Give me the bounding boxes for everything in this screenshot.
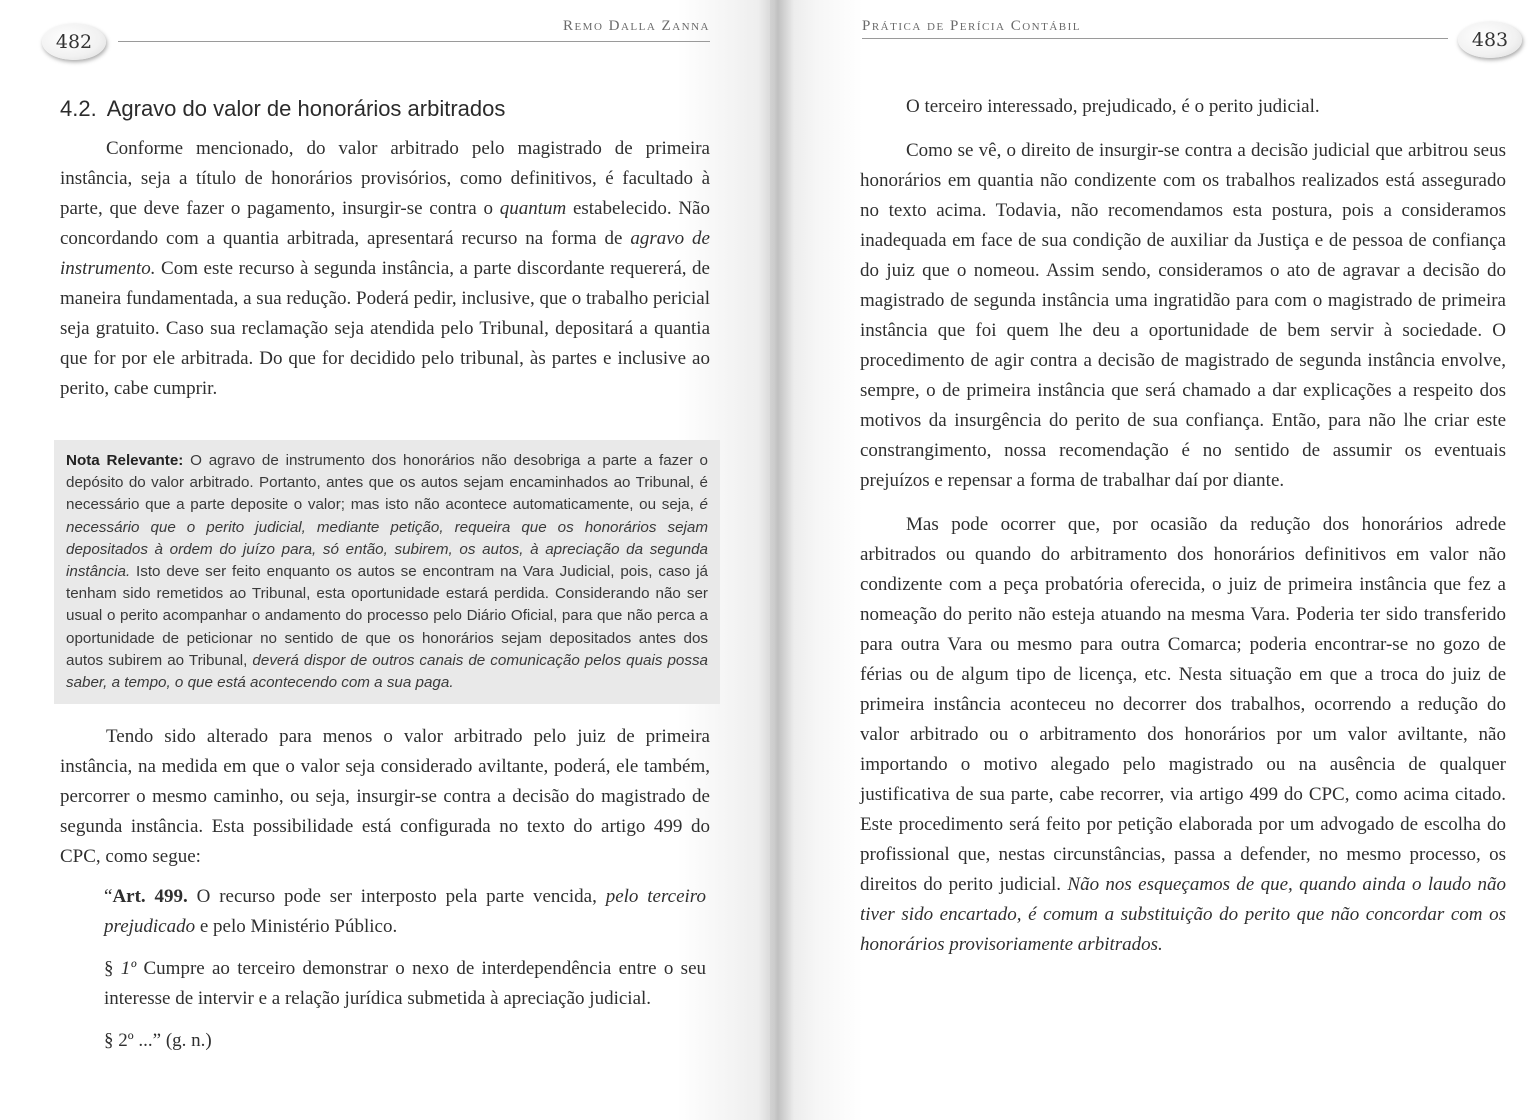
text-run-italic: pelo terceiro prejudicado (104, 886, 706, 937)
page-number-right: 483 (1458, 22, 1522, 58)
left-body-top (60, 134, 710, 404)
text-run: Mas pode ocorrer que, por ocasião da redução dos honorários adredе arbitrados ou quando do arbitramento dos honorários definitivos em valor não condizente com a peça probatória oferecida, o juiz de primeira instância que fez a nomeação do perito não esteja atuando na mesma Vara. Poderia ter sido transferido para outra Vara ou mesmo para outra Comarca; poderia encontrar-se no gozo de férias ou de algum tipo de licença, etc. Nesta situação em que a troca do juiz de primeira instância aconteceu no decorrer dos trabalhos, ocorrendo a redução do valor arbitrado ou o arbitramento dos honorários por um valor aviltante, não importando o motivo alegado pelo magistrado ou na ausência de qualquer justificativa de sua parte, cabe recorrer, via artigo 499 do CPC, como acima citado. Este procedimento será feito por petição elaborada por um advogado de escolha do profissional que, nestas circunstâncias, passa a defender, no mesmo processo, os direitos do perito judicial. (860, 514, 1506, 895)
right-body (860, 92, 1506, 960)
text-run: “ (104, 886, 113, 907)
text-run: Cumpre ao terceiro demonstrar o nexo de interdependência entre o seu interesse de intervir e a relação jurídica submetida à apreciação judicial. (104, 958, 706, 1009)
text-run: Isto deve ser feito enquanto os autos se encontram na Vara Judicial, pois, caso já tenham sido remetidos ao Tribunal, esta oportunidade estará perdida. Considerando não ser usual o perito acompanhar o andamento do processo pelo Diário Oficial, para que não perca a oportunidade de peticionar no sentido de que os honorários sejam depositados antes dos autos subirem ao Tribunal, (66, 563, 708, 669)
section-title-text: Agravo do valor de honorários arbitrados (106, 96, 506, 121)
book-gutter-shadow (758, 0, 794, 1120)
page-number-left: 482 (42, 24, 106, 60)
text-run: Com este recurso à segunda instância, a parte discordante requererá, de maneira fundamentada, a sua redução. Poderá pedir, inclusive, que o trabalho pericial seja gratuito. Caso sua reclamação seja atendida pelo Tribunal, depositará a quantia que for por ele arbitrada. Do que for decidido pelo tribunal, às partes e inclusive ao perito, cabe cumprir. (60, 258, 710, 399)
paragraph-alteration: Tendo sido alterado para menos o valor arbitrado pelo juiz de primeira instância, na medida em que o valor seja considerado aviltante, poderá, ele também, percorrer o mesmo caminho, ou seja, insurgir-se contra a decisão do magistrado de segunda instância. Esta possibilidade está configurada no texto do artigo 499 do CPC, como segue: (60, 726, 710, 867)
note-box (54, 440, 720, 704)
text-run-italic: quantum (499, 198, 567, 219)
text-run-italic: é necessário que o perito judicial, mediante petição, requeira que os honorários sejam depositados à ordem do juízo para, só então, subirem, os autos, à apreciação da segunda instância. (66, 496, 708, 581)
quote-paragraph-2: § 2º ...” (g. n.) (104, 1030, 212, 1051)
text-run-italic: agravo de instrumento. (60, 228, 710, 279)
text-run: § (104, 958, 121, 979)
paragraph-third-party: O terceiro interessado, prejudicado, é o perito judicial. (906, 96, 1320, 117)
quote-article-499 (104, 882, 706, 942)
left-body-bottom (60, 722, 710, 872)
running-head-right: Prática de Perícia Contábil (862, 18, 1081, 34)
paragraph-intro (60, 134, 710, 404)
text-run: e pelo Ministério Público. (195, 916, 398, 937)
running-head-left: Remo Dalla Zanna (562, 18, 710, 34)
note-label: Nota Relevante: (66, 452, 184, 469)
header-rule-left (118, 41, 710, 42)
text-run: Conforme mencionado, do valor arbitrado pelo magistrado de primeira instância, seja a título de honorários provisórios, como definitivos, é facultado à parte, que deve fazer o pagamento, insurgir-se contra o (60, 138, 710, 219)
text-run: estabelecido. Não concordando com a quantia arbitrada, apresentará recurso na forma de (60, 198, 710, 249)
text-run: O agravo de instrumento dos honorários não desobriga a parte a fazer o depósito do valor arbitrado. Portanto, antes que os autos sejam encaminhados ao Tribunal, é necessário que a parte deposite o valor; mas isto não acontece automaticamente, ou seja, (66, 452, 708, 514)
header-rule-right (862, 38, 1448, 39)
text-run-italic: 1º (120, 958, 137, 979)
paragraph-judge-change (860, 510, 1506, 960)
section-number: 4.2. (60, 96, 97, 121)
right-page (770, 0, 1540, 1120)
text-run-italic: deverá dispor de outros canais de comunicação pelos quais possa saber, a tempo, o que está acontecendo com a sua paga. (66, 651, 708, 692)
text-run-italic: Não nos esqueçamos de que, quando ainda o laudo não tiver sido encartado, é comum a substituição do perito que não concordar com os honorários provisoriamente arbitrados. (860, 874, 1506, 955)
quote-paragraph-1 (104, 954, 706, 1014)
text-run-bold: Art. 499. (112, 886, 188, 907)
section-title (60, 96, 505, 122)
paragraph-recommendation: Como se vê, o direito de insurgir-se contra a decisão judicial que arbitrou seus honorários em quantia não condizente com os trabalhos realizados está assegurado no texto acima. Todavia, não recomendamos esta postura, pois a consideramos inadequada em face de sua condição de auxiliar da Justiça e de pessoa de confiança do juiz que o nomeou. Assim sendo, consideramos o ato de agravar a decisão do magistrado de segunda instância uma ingratidão para com o magistrado de primeira instância que foi quem lhe deu a oportunidade de bem servir à sociedade. O procedimento de agir contra a decisão de magistrado de segunda instância envolve, sempre, o de primeira instância que será chamado a dar explicações a respeito dos motivos da insurgência do perito de sua confiança. Então, para não lhe criar este constrangimento, nossa recomendação é no sentido de assumir os eventuais prejuízos e repensar a forma de trabalhar daí por diante. (860, 140, 1506, 491)
text-run: O recurso pode ser interposto pela parte vencida, (187, 886, 606, 907)
article-quote (104, 882, 706, 1068)
